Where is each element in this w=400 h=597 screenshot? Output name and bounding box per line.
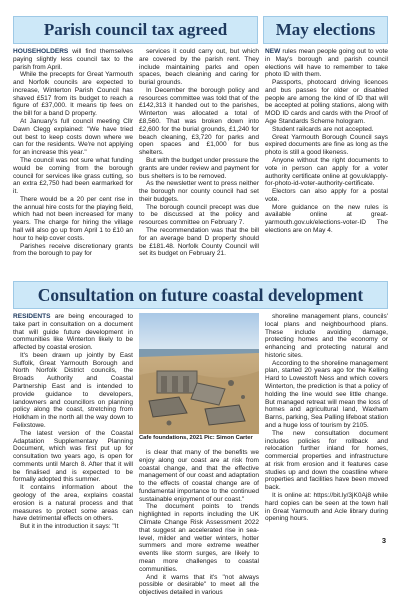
paragraph (265, 126, 388, 134)
paragraph (139, 574, 259, 597)
paragraph (13, 523, 133, 531)
paragraph-text: Student railcards are not accepted. (272, 125, 374, 133)
paragraph-text: But it in the introduction it says: "It (20, 523, 119, 531)
coastal-consultation-banner (13, 281, 388, 309)
paragraph-text: services it could carry out, but which are covered by the parish rent. They include maintaining parks and open spaces, beach cleaning and caring for burial grounds. (139, 48, 259, 87)
paragraph (139, 449, 259, 503)
paragraph (13, 430, 133, 484)
paragraph (265, 48, 388, 79)
lead-word: HOUSEHOLDERS (13, 48, 69, 55)
photo-caption: Cafe foundations, 2021 Pic: Simon Carter (139, 435, 253, 441)
parish-council-headline: Parish council tax agreed (43, 20, 228, 39)
paragraph (265, 134, 388, 157)
paragraph (13, 196, 133, 243)
paragraph (139, 227, 259, 258)
may-elections-banner (263, 16, 388, 44)
may-elections-article (265, 48, 388, 277)
paragraph (265, 492, 388, 523)
paragraph-text: As the newsletter went to press neither the borough nor county council had set their budgets. (139, 180, 259, 203)
paragraph (139, 87, 259, 157)
paragraph-text: The council was not sure what funding would be coming from the borough council for services like grass cutting, so an extra £2,750 had been earmarked for it. (13, 156, 133, 196)
paragraph (13, 157, 133, 196)
paragraph (265, 360, 388, 430)
paragraph-text: Anyone without the right documents to vote in person can apply for a voter authority certificate online at gov.uk/apply-for-photo-id-voter-authority-certificate. (265, 156, 388, 188)
parish-article-column-2 (139, 48, 259, 277)
paragraph-text: But with the budget under pressure the grants are under review and payment for bus shelters is to be removed. (139, 156, 259, 180)
paragraph-text: Parishes receive discretionary grants from the borough to pay for (13, 242, 133, 258)
paragraph (265, 157, 388, 188)
paragraph-text: will find themselves paying slightly less council tax to the parish from April. (13, 48, 133, 71)
paragraph (13, 352, 133, 430)
paragraph (13, 118, 133, 157)
paragraph-text: It is online at: https://bit.ly/3jK0Aj8 while hard copies can be seen at the town hall in Great Yarmouth and Acle library during opening hours. (265, 491, 388, 523)
cafe-foundations-photo (139, 313, 259, 434)
paragraph-text: rules mean people going out to vote in May's borough and parish council elections will have to remember to take photo ID with them. (265, 48, 388, 79)
paragraph-text: It's been drawn up jointly by East Suffolk, Great Yarmouth Borough and North Norfolk District councils, the Broads Authority and Coastal Partnership East and is intended to provide guidance to developers, landowners and councillors on planning policy along the coast, stretching from Holkham in the north all the way down to Felixstowe. (13, 351, 133, 429)
paragraph (265, 313, 388, 360)
paragraph-text: The document points to trends highlighted in reports including the UK Climate Change Risk Assessment 2022 that suggest an accelerated rise in sea-level, milder and wetter winters, hotter summers and more extreme weather events like storm surges, are likely to mean more challenges to coastal communities. (139, 503, 259, 573)
paragraph-text: More guidance on the new rules is available online at great-yarmouth.gov.uk/elections-voter-ID The elections are on May 4. (265, 203, 388, 234)
paragraph (13, 48, 133, 71)
parish-article-column-1 (13, 48, 133, 277)
paragraph (139, 503, 259, 573)
paragraph-text: The new consultation document includes policies for rollback and relocation further inland for homes, commercial properties and infrastructure at risk from erosion and it features case studies up and down the coastline where properties and facilities have been moved back. (265, 429, 388, 492)
paragraph-text: The borough council precept was due to be discussed at the policy and resources committee on February 7. (139, 203, 259, 227)
paragraph (139, 204, 259, 227)
may-elections-headline: May elections (275, 20, 376, 39)
paragraph-text: And it warns that it's "not always possible or desirable" to meet all the objectives detailed in various (139, 573, 259, 597)
paragraph-text: There would be a 20 per cent rise in the annual hire costs for the playing field, which had not been increased for many years. The charge for hiring the village hall will also go up from April 1 to £10 an hour to help cover costs. (13, 195, 133, 242)
paragraph-text: According to the shoreline management plan, started 20 years ago for the Kelling Hard to Lowestoft Ness and which covers Winterton, the prediction is that a policy of holding the line would see little change. But managed retreat will mean the loss of homes and agricultural land, Waxham Barns, parking, Sea Palling lifeboat station and a huge loss of tourism by 2105. (265, 359, 389, 429)
paragraph-text: At January's full council meeting Cllr Dawn Clegg explained: "We have tried out best to keep costs down where we can for the residents. We're not applying for an increase this year." (13, 118, 133, 157)
paragraph (139, 157, 259, 180)
paragraph-text: are being encouraged to take part in consultation on a document that will guide future development in communities like Winterton likely to be affected by coastal erosion. (13, 313, 133, 352)
paragraph-text: shoreline management plans, councils' local plans and neighbourhood plans. These include avoiding damage, protecting homes and the economy or enhancing and protecting natural and historic sites. (265, 313, 388, 359)
paragraph (13, 484, 133, 523)
paragraph (13, 313, 133, 352)
parish-council-banner (13, 16, 258, 44)
paragraph-text: The recommendation was that the bill for an average band D property should be £181.48. Norfolk County Council will set its budget on February 21. (139, 226, 259, 258)
coastal-article-column-2 (139, 449, 259, 597)
paragraph (13, 243, 133, 259)
paragraph-text: Electors can also apply for a postal vote. (265, 188, 388, 203)
paragraph-text: In December the borough policy and resources committee was told that of the £142,313 it handed out to the parishes, Winterton was allocated a total of £8,560. That was broken down into £2,600 for the burial grounds, £1,240 for beach cleaning, £3,720 for parks and open spaces and £1,000 for bus shelters. (139, 86, 259, 157)
paragraph-text: Passports, photocard driving licences and bus passes for older or disabled people are among the kind of ID that will be accepted at polling stations, along with MOD ID cards and cards with the Proof of Age Standards Scheme hologram. (265, 79, 388, 126)
paragraph (139, 48, 259, 87)
paragraph (265, 188, 388, 204)
lead-word: NEW (265, 48, 281, 55)
coastal-consultation-headline: Consultation on future coastal development (37, 284, 364, 305)
paragraph (265, 204, 388, 235)
paragraph (265, 430, 388, 492)
paragraph-text: The latest version of the Coastal Adaptation Supplementary Planning Document, which was first put up for consultation two years ago, is open for comments until March 8. After that it will be finalised and is expected to be formally adopted this summer. (13, 429, 133, 484)
paragraph (265, 79, 388, 126)
paragraph-text: It contains information about the geology of the area, explains coastal erosion is a natural process and that measures to protect some areas can have detrimental effects on others. (13, 484, 133, 523)
paragraph-text: While the precepts for Great Yarmouth and Norfolk councils are expected to increase, Winterton Parish Council has shaved £517 from its budget to reach a figure of £37,000. It means tip fees on the bill for a band D property. (13, 71, 133, 118)
lead-word: RESIDENTS (13, 313, 51, 320)
paragraph (13, 71, 133, 118)
coastal-article-column-1 (13, 313, 133, 538)
coastal-article-column-3 (265, 313, 388, 538)
paragraph-text: Great Yarmouth Borough Council says expired documents are fine as long as the photo is still a good likeness. (265, 133, 388, 157)
paragraph-text: is clear that many of the benefits we enjoy along our coast are at risk from coastal change, and that the effective management of our coast and adaptation to the effects of coastal change are of fundamental importance to the continued sustainable enjoyment of our coast." (139, 449, 259, 503)
paragraph (139, 180, 259, 203)
page-number: 3 (381, 536, 386, 545)
